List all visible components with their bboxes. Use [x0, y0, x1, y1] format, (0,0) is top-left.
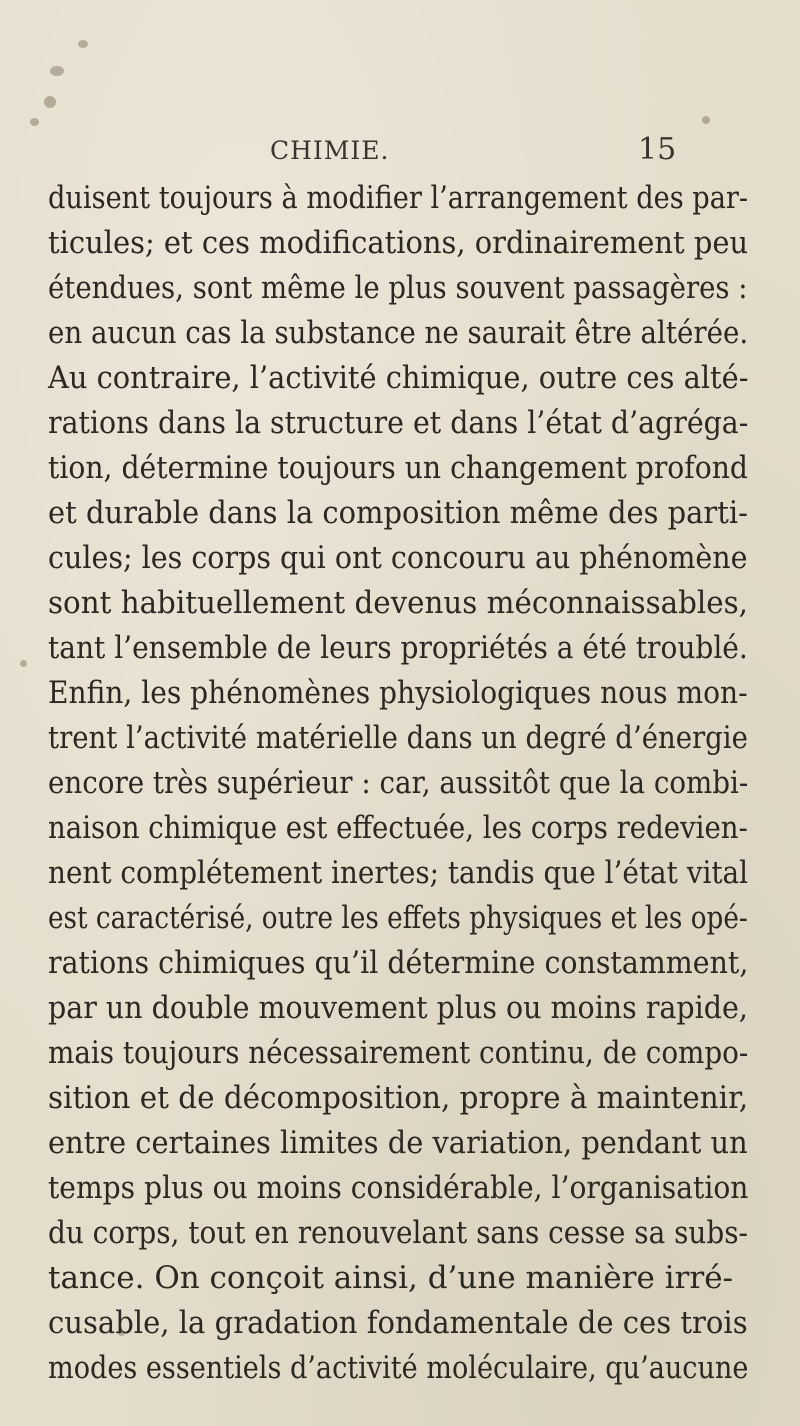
- text-line: nent complétement inertes; tandis que l’état vital: [48, 855, 749, 891]
- text-line: rations dans la structure et dans l’état d’agréga-: [48, 405, 749, 441]
- text-line: et durable dans la composition même des parti-: [48, 495, 748, 531]
- text-line: en aucun cas la substance ne saurait être altérée.: [48, 315, 749, 351]
- text-line: par un double mouvement plus ou moins rapide,: [48, 990, 748, 1026]
- ink-spot: [30, 118, 39, 126]
- page-number: 15: [638, 132, 677, 167]
- text-line: Enfin, les phénomènes physiologiques nous mon-: [48, 675, 748, 711]
- text-line: tant l’ensemble de leurs propriétés a été troublé.: [48, 630, 748, 666]
- text-line: entre certaines limites de variation, pendant un: [48, 1125, 748, 1161]
- ink-spot: [50, 66, 64, 76]
- text-line: tance. On conçoit ainsi, d’une manière irré-: [48, 1260, 734, 1296]
- text-line: étendues, sont même le plus souvent passagères :: [48, 270, 748, 306]
- ink-spot: [20, 660, 27, 667]
- text-line: tion, détermine toujours un changement profond: [48, 450, 748, 486]
- text-line: ticules; et ces modifications, ordinairement peu: [48, 225, 749, 261]
- text-line: duisent toujours à modifier l’arrangement des par-: [48, 180, 749, 216]
- running-title: CHIMIE.: [270, 136, 390, 165]
- page-header: [0, 132, 800, 176]
- ink-spot: [44, 96, 56, 108]
- text-line: naison chimique est effectuée, les corps redevien-: [48, 810, 748, 846]
- ink-spot: [702, 116, 710, 124]
- text-line: rations chimiques qu’il détermine constamment,: [48, 945, 749, 981]
- text-line: encore très supérieur : car, aussitôt que la combi-: [48, 765, 749, 801]
- text-line: est caractérisé, outre les effets physiques et les opé-: [48, 900, 748, 936]
- text-line: temps plus ou moins considérable, l’organisation: [48, 1170, 749, 1206]
- text-line: sont habituellement devenus méconnaissables,: [48, 585, 748, 621]
- text-line: trent l’activité matérielle dans un degré d’énergie: [48, 720, 748, 756]
- text-line: Au contraire, l’activité chimique, outre ces alté-: [48, 360, 749, 396]
- text-line: sition et de décomposition, propre à maintenir,: [48, 1080, 749, 1116]
- text-line: cules; les corps qui ont concouru au phénomène: [48, 540, 748, 576]
- text-line: mais toujours nécessairement continu, de compo-: [48, 1035, 749, 1071]
- text-line: du corps, tout en renouvelant sans cesse sa subs-: [48, 1215, 748, 1251]
- text-line: cusable, la gradation fondamentale de ces trois: [48, 1305, 748, 1341]
- text-line: modes essentiels d’activité moléculaire, qu’aucune: [48, 1350, 749, 1386]
- ink-spot: [78, 40, 88, 48]
